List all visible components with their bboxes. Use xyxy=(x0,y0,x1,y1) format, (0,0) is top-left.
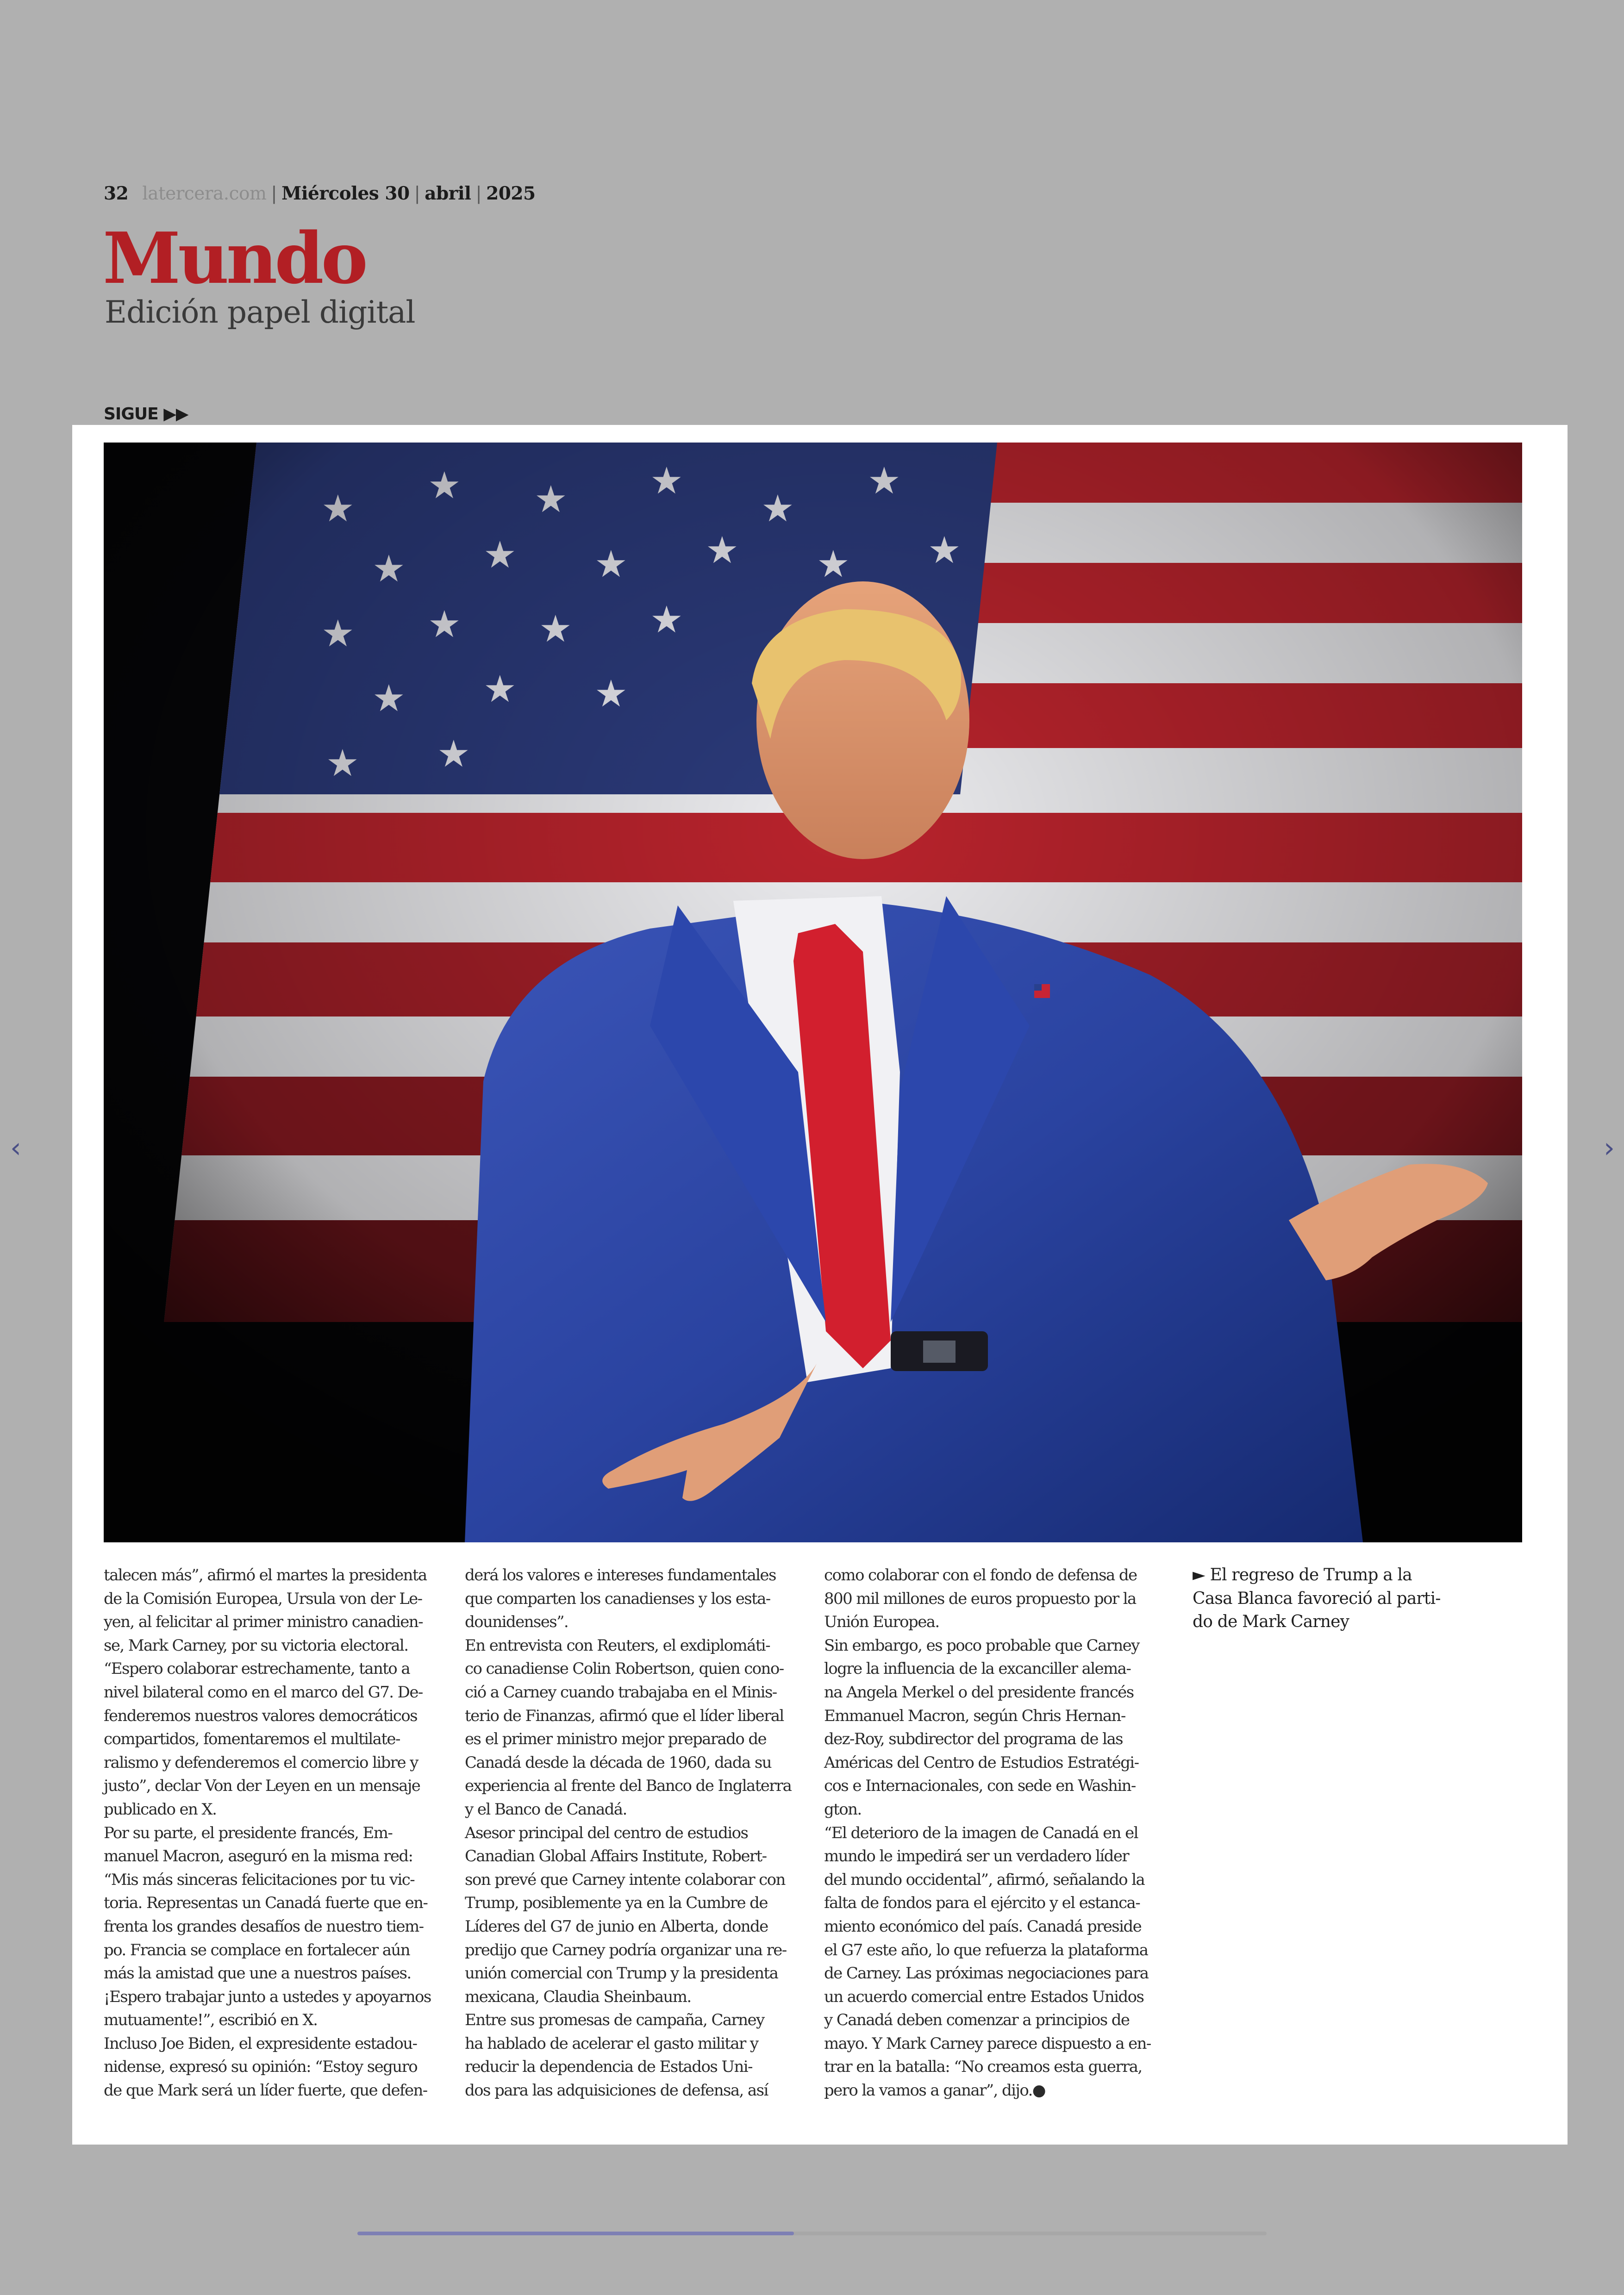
text-line: frenta los grandes desafíos de nuestro tiem- xyxy=(104,1917,424,1936)
text-line: Líderes del G7 de junio en Alberta, donde xyxy=(465,1917,768,1936)
separator: | xyxy=(414,183,420,204)
continue-label: SIGUE ▶▶ xyxy=(104,405,188,424)
text-line: yen, al felicitar al primer ministro canadien- xyxy=(104,1613,423,1632)
text-line: mayo. Y Mark Carney parece dispuesto a en- xyxy=(824,2034,1151,2053)
text-line: Incluso Joe Biden, el expresidente estadou- xyxy=(104,2034,417,2053)
text-line: pero la vamos a ganar”, dijo.● xyxy=(824,2081,1045,2100)
text-line: dos para las adquisiciones de defensa, así xyxy=(465,2081,768,2100)
text-line: y el Banco de Canadá. xyxy=(465,1800,627,1819)
text-line: dounidenses”. xyxy=(465,1613,568,1632)
text-line: En entrevista con Reuters, el exdiplomáti- xyxy=(465,1636,770,1655)
date-year: 2025 xyxy=(486,183,536,204)
text-line: “Espero colaborar estrechamente, tanto a xyxy=(104,1659,410,1678)
article-column-3 xyxy=(824,1564,1162,2102)
text-line: fenderemos nuestros valores democráticos xyxy=(104,1706,417,1725)
text-line: na Angela Merkel o del presidente francés xyxy=(824,1683,1134,1702)
text-line: justo”, declar Von der Leyen en un mensaje xyxy=(104,1777,420,1796)
text-line: Américas del Centro de Estudios Estratégi- xyxy=(824,1753,1139,1772)
page-number: 32 xyxy=(104,183,129,204)
text-line: “El deterioro de la imagen de Canadá en el xyxy=(824,1823,1138,1842)
text-line: Trump, posiblemente ya en la Cumbre de xyxy=(465,1894,768,1913)
text-line: nivel bilateral como en el marco del G7. De- xyxy=(104,1683,423,1702)
article-column-2 xyxy=(465,1564,803,2102)
text-line: Canadian Global Affairs Institute, Robert- xyxy=(465,1847,767,1866)
text-line: de que Mark será un líder fuerte, que defen- xyxy=(104,2081,427,2100)
caption-line: ► El regreso de Trump a la xyxy=(1193,1565,1412,1584)
text-line: se, Mark Carney, por su victoria electoral. xyxy=(104,1636,408,1655)
text-line: mutuamente!”, escribió en X. xyxy=(104,2011,318,2030)
reading-progress-fill xyxy=(357,2232,794,2235)
text-line: ¡Espero trabajar junto a ustedes y apoyarnos xyxy=(104,1987,431,2006)
text-line: talecen más”, afirmó el martes la presidenta xyxy=(104,1566,427,1584)
text-line: logre la influencia de la excanciller alema- xyxy=(824,1659,1131,1678)
text-line: co canadiense Colin Robertson, quien cono- xyxy=(465,1659,784,1678)
text-line: de la Comisión Europea, Ursula von der Le- xyxy=(104,1589,422,1608)
caption-line: Casa Blanca favoreció al parti- xyxy=(1193,1589,1441,1608)
text-line: trar en la batalla: “No creamos esta guerra, xyxy=(824,2058,1142,2077)
text-line: manuel Macron, aseguró en la misma red: xyxy=(104,1847,413,1866)
text-line: ralismo y defenderemos el comercio libre y xyxy=(104,1753,418,1772)
text-line: publicado en X. xyxy=(104,1800,217,1819)
newspaper-page xyxy=(72,425,1568,2145)
section-title: Mundo xyxy=(103,217,365,299)
text-line: de Carney. Las próximas negociaciones para xyxy=(824,1964,1149,1983)
photo-image xyxy=(104,443,1522,1542)
text-line: mexicana, Claudia Sheinbaum. xyxy=(465,1987,691,2006)
text-line: y Canadá deben comenzar a principios de xyxy=(824,2011,1130,2030)
text-line: Entre sus promesas de campaña, Carney xyxy=(465,2011,764,2030)
text-line: reducir la dependencia de Estados Uni- xyxy=(465,2058,752,2077)
text-line: que comparten los canadienses y los esta- xyxy=(465,1589,770,1608)
text-line: experiencia al frente del Banco de Inglaterra xyxy=(465,1777,792,1796)
text-line: ha hablado de acelerar el gasto militar y xyxy=(465,2034,758,2053)
text-line: compartidos, fomentaremos el multilate- xyxy=(104,1730,400,1749)
next-page-button[interactable]: › xyxy=(1604,1132,1615,1164)
site-name: latercera.com xyxy=(142,183,267,204)
text-line: derá los valores e intereses fundamentales xyxy=(465,1566,776,1584)
article-photo xyxy=(104,443,1522,1542)
text-line: cos e Internacionales, con sede en Washin- xyxy=(824,1777,1136,1796)
text-line: predijo que Carney podría organizar una re- xyxy=(465,1940,787,1959)
separator: | xyxy=(271,183,277,204)
text-line: Asesor principal del centro de estudios xyxy=(465,1823,748,1842)
caption-line: do de Mark Carney xyxy=(1193,1612,1349,1632)
text-line: dez-Roy, subdirector del programa de las xyxy=(824,1730,1123,1749)
text-line: po. Francia se complace en fortalecer aún xyxy=(104,1940,410,1959)
text-line: unión comercial con Trump y la presidenta xyxy=(465,1964,778,1983)
text-line: Sin embargo, es poco probable que Carney xyxy=(824,1636,1139,1655)
text-line: Unión Europea. xyxy=(824,1613,939,1632)
page-header xyxy=(104,183,536,204)
text-line: gton. xyxy=(824,1800,862,1819)
reading-progress-bar[interactable] xyxy=(357,2232,1267,2235)
text-line: “Mis más sinceras felicitaciones por tu vic- xyxy=(104,1870,415,1889)
text-line: del mundo occidental”, afirmó, señalando la xyxy=(824,1870,1145,1889)
separator: | xyxy=(475,183,482,204)
date-month: abril xyxy=(425,183,471,204)
text-line: ció a Carney cuando trabajaba en el Minis- xyxy=(465,1683,777,1702)
section-subtitle: Edición papel digital xyxy=(105,294,415,330)
text-line: mundo le impedirá ser un verdadero líder xyxy=(824,1847,1129,1866)
text-line: el G7 este año, lo que refuerza la plataforma xyxy=(824,1940,1148,1959)
text-line: falta de fondos para el ejército y el estanca- xyxy=(824,1894,1140,1913)
text-line: como colaborar con el fondo de defensa de xyxy=(824,1566,1137,1584)
photo-caption xyxy=(1193,1564,1452,1634)
previous-page-button[interactable]: ‹ xyxy=(10,1132,21,1164)
article-column-1 xyxy=(104,1564,442,2102)
text-line: es el primer ministro mejor preparado de xyxy=(465,1730,767,1749)
text-line: un acuerdo comercial entre Estados Unidos xyxy=(824,1987,1144,2006)
text-line: Canadá desde la década de 1960, dada su xyxy=(465,1753,771,1772)
text-line: Emmanuel Macron, según Chris Hernan- xyxy=(824,1706,1125,1725)
text-line: 800 mil millones de euros propuesto por la xyxy=(824,1589,1136,1608)
date-day: Miércoles 30 xyxy=(281,183,410,204)
text-line: miento económico del país. Canadá preside xyxy=(824,1917,1142,1936)
text-line: son prevé que Carney intente colaborar con xyxy=(465,1870,785,1889)
text-line: más la amistad que une a nuestros países. xyxy=(104,1964,411,1983)
text-line: nidense, expresó su opinión: “Estoy seguro xyxy=(104,2058,418,2077)
text-line: toria. Representas un Canadá fuerte que en- xyxy=(104,1894,428,1913)
text-line: Por su parte, el presidente francés, Em- xyxy=(104,1823,393,1842)
text-line: terio de Finanzas, afirmó que el líder liberal xyxy=(465,1706,784,1725)
